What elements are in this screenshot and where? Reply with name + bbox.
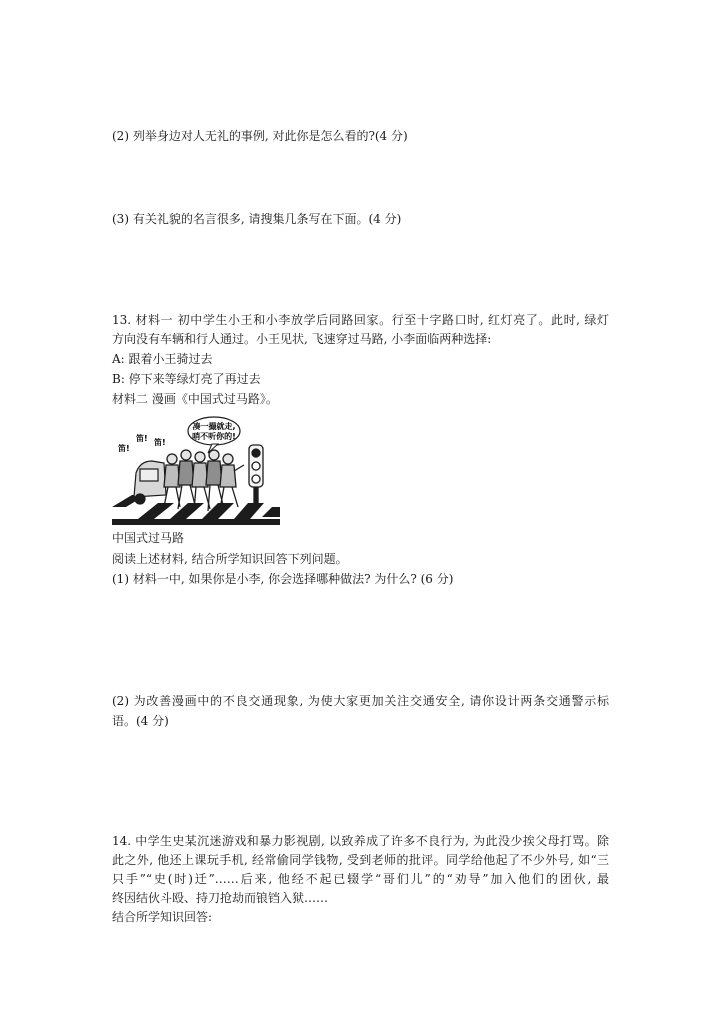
q13-material2: 材料二 漫画《中国式过马路》。 bbox=[112, 392, 278, 406]
q13-option-a: A: 跟着小王骑过去 bbox=[112, 352, 213, 366]
q14-line2: 此之外, 他还上课玩手机, 经常偷同学钱物, 受到老师的批评。同学给他起了不少外号, 如“三 bbox=[112, 853, 609, 867]
car-drawing bbox=[134, 461, 166, 504]
speech-line-2: 哨不听你的! bbox=[192, 432, 236, 441]
q12-part3: (3) 有关礼貌的名言很多, 请搜集几条写在下面。(4 分) bbox=[112, 212, 402, 226]
pedestrian-crowd bbox=[164, 450, 244, 511]
q13-material1-line1: 13. 材料一 初中学生小王和小李放学后同路回家。行至十字路口时, 红灯亮了。此时, 绿灯 bbox=[112, 313, 609, 327]
crossing-comic bbox=[112, 415, 280, 525]
comic-caption: 中国式过马路 bbox=[112, 531, 185, 545]
q12-part2: (2) 列举身边对人无礼的事例, 对此你是怎么看的?(4 分) bbox=[112, 129, 408, 143]
traffic-light-drawing bbox=[249, 445, 263, 505]
q14-line1: 14. 中学生史某沉迷游戏和暴力影视剧, 以致养成了许多不良行为, 为此没少挨父母打骂。除 bbox=[112, 834, 609, 848]
q13-part2-line1: (2) 为改善漫画中的不良交通现象, 为使大家更加关注交通安全, 请你设计两条交通警示标 bbox=[112, 694, 609, 708]
horn-label-2: 笛! bbox=[136, 434, 148, 443]
q14-line4: 终因结伙斗殴、持刀抢劫而锒铛入狱…… bbox=[112, 891, 329, 905]
speech-line-1: 凑一撮就走, bbox=[192, 422, 236, 431]
crossing-comic-drawing bbox=[112, 415, 280, 525]
q13-part1: (1) 材料一中, 如果你是小李, 你会选择哪种做法? 为什么? (6 分) bbox=[112, 572, 454, 586]
q13-material1-line2: 方向没有车辆和行人通过。小王见状, 飞速穿过马路, 小李面临两种选择: bbox=[112, 332, 492, 346]
speech-bubble bbox=[188, 417, 240, 453]
q14-line3: 只手”“史(时)迁”……后来, 他经不起已辍学“哥们儿”的“劝导”加入他们的团伙, 最 bbox=[112, 872, 609, 886]
q13-option-b: B: 停下来等绿灯亮了再过去 bbox=[112, 372, 261, 386]
q13-part2-line2: 语。(4 分) bbox=[112, 714, 169, 728]
q13-instruction: 阅读上述材料, 结合所学知识回答下列问题。 bbox=[112, 552, 348, 566]
horn-label-1: 笛! bbox=[118, 444, 130, 453]
horn-label-3: 笛! bbox=[154, 438, 166, 447]
q14-instruction: 结合所学知识回答: bbox=[112, 910, 213, 924]
